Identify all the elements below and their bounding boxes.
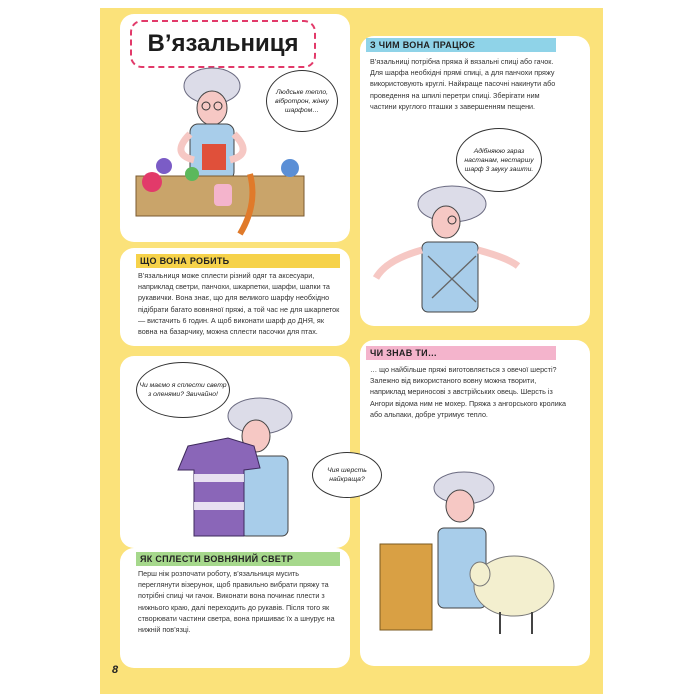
page-number: 8 <box>112 664 119 676</box>
knitter-at-table-illustration <box>130 64 320 244</box>
tools-header <box>366 38 556 52</box>
knitter-sweater-illustration <box>170 398 310 546</box>
knew-text <box>370 364 570 420</box>
knew-header <box>366 346 556 360</box>
tools-paragraph: В’язальниці потрібна пряжа й вязальні спиці або гачок. Для шарфа необхідні прямі спиці, а для панчохи пряжу використовують круглі. Найкраще пасочні накинути або проведення на шпилі перетри спиці. Зберігати ним частини круглого пташки з завершенням пещени. <box>370 57 556 111</box>
speech-bubble-4 <box>312 452 382 498</box>
knitter-needles-illustration <box>372 186 532 316</box>
what-text <box>138 270 342 337</box>
speech-bubble-3-text: Чи маємо я сплести светр з оленями? Звичайно! <box>139 382 227 398</box>
speech-bubble-4-text: Чия шерсть найкраща? <box>327 467 367 483</box>
page-title-box <box>130 20 316 68</box>
sweater-paragraph: Перш ніж розпочати роботу, в’язальниця мусить переглянути візерунок, щоб правильно вибрати пряжу та потрібні спиці чи гачок. Виконати вона починає плести з нижнього краю, далі переходить до рукавів. Після того як створювати частини светра, вона пришиває їх а шнурує на нижній пов’язці. <box>138 569 335 635</box>
speech-bubble-2 <box>456 128 542 192</box>
what-header-text: ЩО ВОНА РОБИТЬ <box>140 256 230 266</box>
sweater-header <box>136 552 340 566</box>
sweater-header-text: ЯК СПЛЕСТИ ВОВНЯНИЙ СВЕТР <box>140 554 294 564</box>
sweater-text <box>138 568 342 635</box>
tools-header-text: З ЧИМ ВОНА ПРАЦЮЄ <box>370 40 476 50</box>
speech-bubble-2-text: Адібняюю зараз настанам, нестаршу шарф 3 звуку зашти. <box>464 147 534 173</box>
knitter-sheep-illustration <box>376 470 566 640</box>
page-title: В’язальниця <box>147 30 299 57</box>
knew-header-text: ЧИ ЗНАВ ТИ… <box>370 348 438 358</box>
speech-bubble-1-text: Людське тепло, вібротрон, жінку шарфом… <box>275 88 329 114</box>
tools-text <box>370 56 566 112</box>
knew-paragraph: … що найбільше пряжі виготовляється з овечої шерсті? Залежно від використаного вовну можна творити, наприклад мериносові з австрійських овець. Шерсть із Ангори відома ним не мохер. Пряжа з ангорського кролика або альпаки, добре утримує тепло. <box>370 365 567 419</box>
what-paragraph: В’язальниця може сплести різний одяг та аксесуари, наприклад светри, панчохи, шкарпетки, шарфи, шапки та рукавички. Вона знає, що для великого шарфу необхідно підібрати багато вовняної пряжі, а той час не для шкарпеток — вистачить 6 годин. А щоб виконати шарф до ДНЯ, як вовна на базарчику, можна сплести пасочки для птах. <box>138 271 340 337</box>
what-header <box>136 254 340 268</box>
